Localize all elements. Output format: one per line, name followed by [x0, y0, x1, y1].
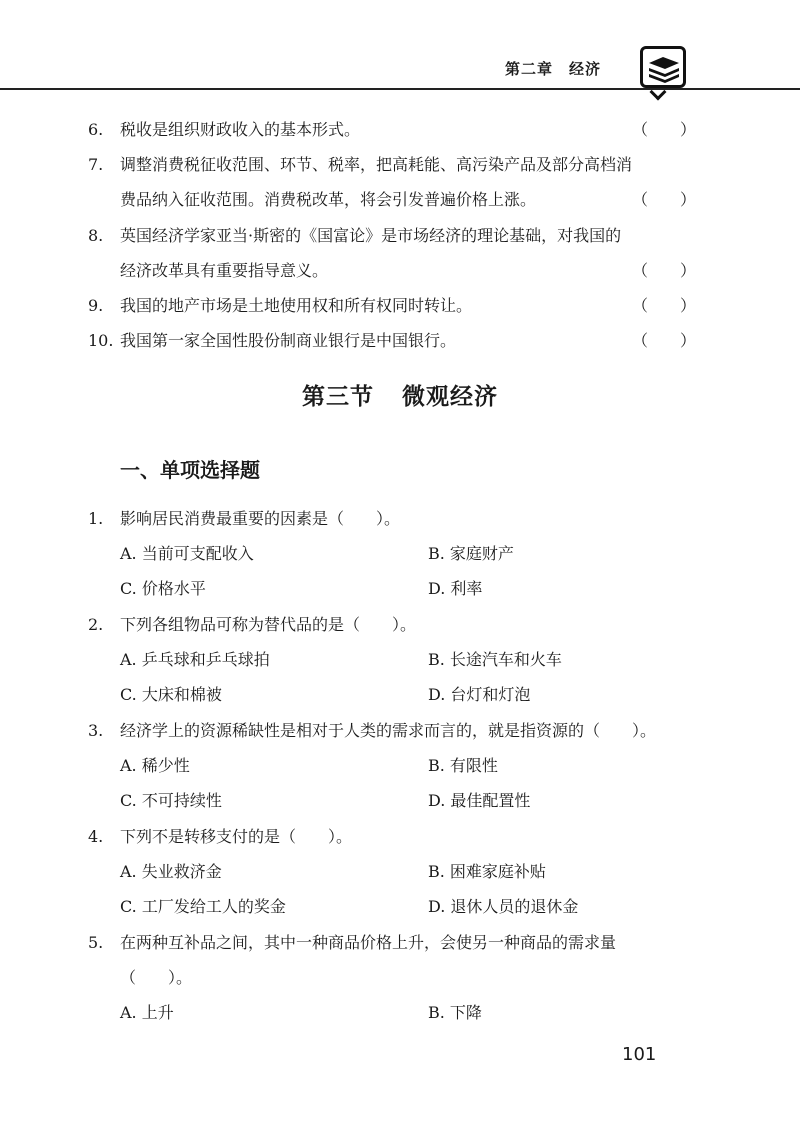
books-icon	[640, 46, 686, 88]
option-c: C. 大床和棉被	[120, 685, 222, 704]
option-a: A. 当前可支配收入	[120, 544, 254, 563]
option-d: D. 台灯和灯泡	[428, 685, 531, 704]
page-number: 101	[622, 1044, 657, 1065]
answer-blank: （ ）	[632, 331, 697, 350]
option-b: B. 下降	[428, 1003, 482, 1022]
answer-blank: （ ）	[632, 120, 697, 139]
option-b: B. 家庭财产	[428, 544, 514, 563]
question-5-cont: （ ）。	[120, 968, 193, 987]
answer-blank: （ ）	[632, 261, 697, 280]
section-title: 第三节 微观经济	[302, 384, 498, 410]
answer-blank: （ ）	[632, 296, 697, 315]
chapter-title: 第二章 经济	[505, 60, 602, 78]
header-divider	[0, 88, 800, 90]
answer-blank: （ ）	[632, 190, 697, 209]
option-d: D. 利率	[428, 579, 483, 598]
subsection-title: 一、单项选择题	[120, 458, 260, 482]
option-b: B. 有限性	[428, 756, 498, 775]
option-a: A. 乒乓球和乒乓球拍	[120, 650, 270, 669]
option-c: C. 价格水平	[120, 579, 206, 598]
option-a: A. 失业救济金	[120, 862, 222, 881]
option-b: B. 长途汽车和火车	[428, 650, 562, 669]
option-b: B. 困难家庭补贴	[428, 862, 546, 881]
option-c: C. 工厂发给工人的奖金	[120, 897, 286, 916]
option-a: A. 上升	[120, 1003, 174, 1022]
option-a: A. 稀少性	[120, 756, 190, 775]
option-c: C. 不可持续性	[120, 791, 222, 810]
option-d: D. 退休人员的退休金	[428, 897, 579, 916]
option-d: D. 最佳配置性	[428, 791, 531, 810]
